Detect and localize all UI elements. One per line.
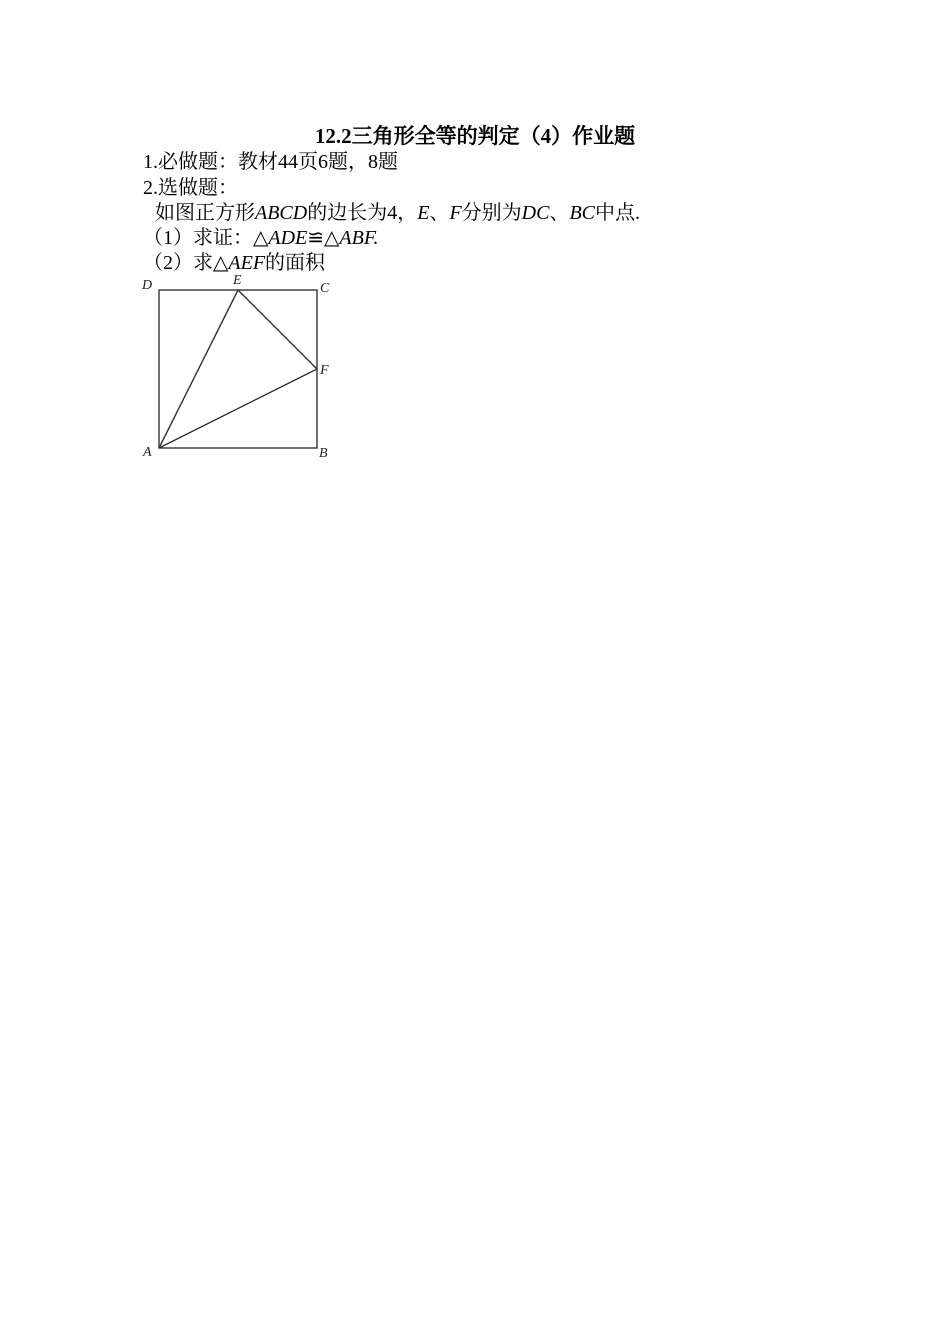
label-f: F bbox=[320, 363, 329, 378]
label-a: A bbox=[143, 445, 152, 460]
triangle-ade: ADE bbox=[268, 227, 308, 249]
congruent-symbol: ≌△ bbox=[307, 227, 340, 249]
triangle-aef: AEF bbox=[228, 252, 266, 274]
segment-ae bbox=[159, 290, 238, 448]
square-diagram bbox=[138, 270, 338, 465]
triangle-abf: ABF. bbox=[339, 227, 379, 249]
point-e-ref: E bbox=[417, 202, 430, 224]
label-e: E bbox=[233, 273, 242, 288]
segment-bc-ref: BC bbox=[569, 202, 596, 224]
geometry-figure bbox=[138, 270, 338, 465]
point-f-ref: F bbox=[449, 202, 462, 224]
q1-prefix: （1）求证：△ bbox=[143, 227, 269, 249]
page-title: 12.2三角形全等的判定（4）作业题 bbox=[314, 124, 636, 148]
square-name: ABCD bbox=[255, 202, 308, 224]
intro-sep1: 、 bbox=[429, 202, 450, 224]
intro-pre: 如图正方形 bbox=[155, 202, 255, 224]
label-d: D bbox=[142, 278, 153, 293]
intro-sep2: 、 bbox=[549, 202, 570, 224]
label-b: B bbox=[319, 446, 328, 461]
segment-dc-ref: DC bbox=[521, 202, 550, 224]
segment-af bbox=[159, 369, 317, 448]
q2-prefix: （2）求△ bbox=[143, 252, 229, 274]
q2-suffix: 的面积 bbox=[265, 252, 326, 274]
intro-mid2: 分别为 bbox=[461, 202, 522, 224]
optional-heading: 2.选做题： bbox=[143, 177, 238, 199]
label-c: C bbox=[320, 281, 330, 296]
square-abcd bbox=[159, 290, 317, 448]
required-exercise: 1.必做题：教材44页6题，8题 bbox=[143, 151, 398, 173]
segment-ef bbox=[238, 290, 317, 369]
intro-end: 中点. bbox=[595, 202, 641, 224]
question-1 bbox=[143, 225, 379, 251]
intro-mid: 的边长为4， bbox=[307, 202, 418, 224]
problem-statement bbox=[155, 200, 640, 226]
